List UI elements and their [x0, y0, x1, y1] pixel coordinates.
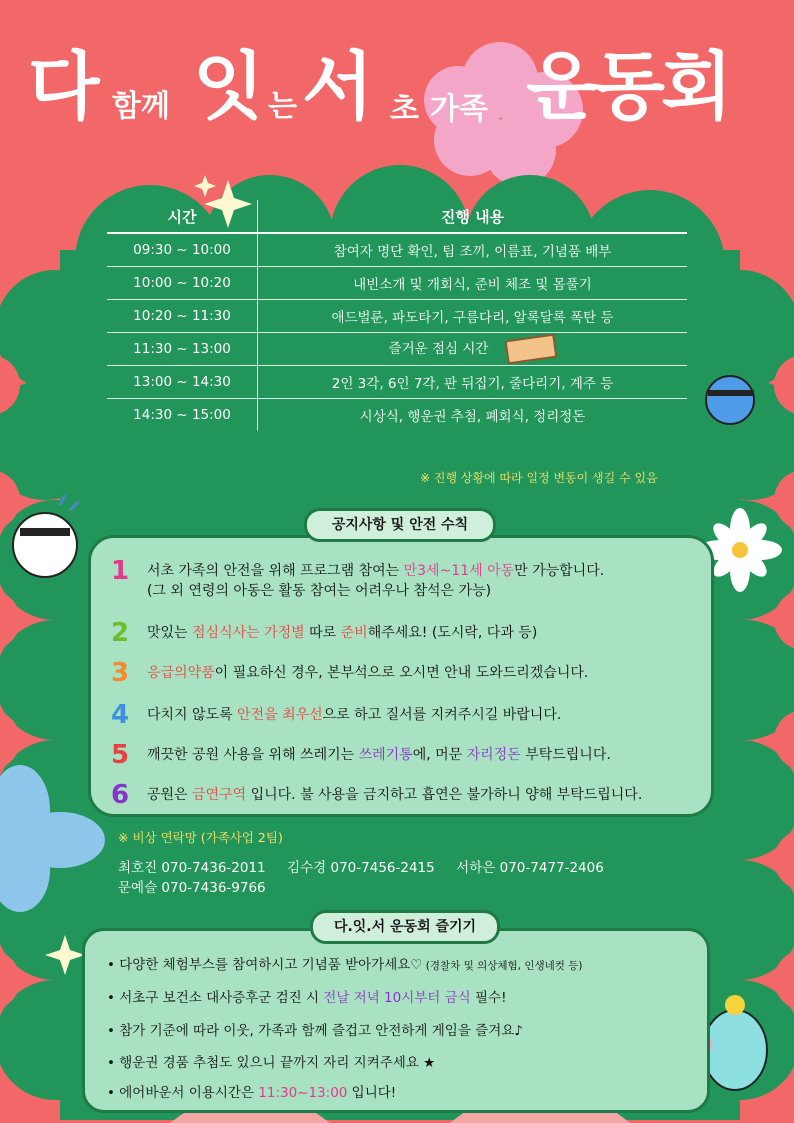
content-cell: 시상식, 행운권 추첨, 폐회식, 정리정돈 — [359, 409, 586, 425]
notice-number: 1 — [111, 556, 130, 586]
table-row — [107, 366, 687, 399]
title-part: 잇 — [193, 44, 265, 130]
table-row — [107, 234, 687, 267]
title-part: 운동회 — [526, 44, 729, 130]
emergency-contacts — [118, 828, 604, 896]
time-cell: 14:30 ~ 15:00 — [107, 399, 258, 431]
content-cell: 내빈소개 및 개회식, 준비 체조 및 몸풀기 — [353, 277, 592, 293]
title-part: 함께 — [112, 89, 170, 124]
schedule-header — [107, 200, 687, 234]
notice-item — [111, 702, 561, 728]
time-cell: 10:00 ~ 10:20 — [107, 267, 258, 299]
notice-highlight: 자리정돈 — [466, 747, 521, 763]
table-row — [107, 333, 687, 366]
enjoy-box — [82, 928, 710, 1113]
list-item — [107, 986, 507, 1006]
notice-highlight: 금연구역 — [192, 787, 247, 803]
notice-highlight: 응급의약품 — [147, 665, 215, 681]
title-part: 다 — [28, 44, 100, 130]
notice-text: 다치지 않도록 — [147, 707, 238, 723]
notice-highlight: 점심식사는 가정별 — [192, 625, 305, 641]
notice-text: 만 가능합니다. — [514, 563, 605, 579]
notice-text: 깨끗한 공원 사용을 위해 쓰레기는 — [147, 747, 359, 763]
title-part: 가족 — [430, 92, 488, 127]
notice-number: 4 — [111, 700, 130, 730]
schedule-note: ※ 진행 상황에 따라 일정 변동이 생길 수 있음 — [420, 471, 658, 485]
table-row — [107, 267, 687, 300]
notice-text: 서초 가족의 안전을 위해 프로그램 참여는 — [147, 563, 404, 579]
notice-text: 으로 하고 질서를 지켜주시길 바랍니다. — [322, 707, 562, 723]
list-item-highlight: 전날 저녁 10시부터 금식 — [323, 990, 471, 1006]
contacts-heading: ※ 비상 연락망 (가족사업 2팀) — [118, 830, 283, 845]
time-cell: 10:20 ~ 11:30 — [107, 300, 258, 332]
time-cell: 13:00 ~ 14:30 — [107, 366, 258, 398]
page-title — [0, 40, 794, 150]
contacts-line: 문예슬 070-7436-9766 — [118, 880, 266, 896]
notice-item — [111, 782, 642, 808]
time-cell: 11:30 ~ 13:00 — [107, 333, 258, 365]
notice-text: 입니다. 불 사용을 금지하고 흡연은 불가하니 양해 부탁드립니다. — [246, 787, 643, 803]
header-content: 진행 내용 — [440, 207, 505, 226]
list-item-text: • 다양한 체험부스를 참여하시고 기념품 받아가세요♡ — [107, 957, 423, 973]
notice-highlight: 만3세~11세 아동 — [403, 563, 515, 579]
content-cell: 2인 3각, 6인 7각, 판 뒤집기, 줄다리기, 계주 등 — [331, 376, 614, 392]
notice-highlight: 준비 — [340, 625, 368, 641]
content-cell: 참여자 명단 확인, 팀 조끼, 이름표, 기념품 배부 — [333, 244, 612, 260]
table-row — [107, 300, 687, 333]
notice-box — [88, 535, 714, 817]
content-cell: 즐거운 점심 시간 — [388, 341, 489, 357]
list-item: • 참가 기준에 따라 이웃, 가족과 함께 즐겁고 안전하게 게임을 즐겨요♪ — [107, 1023, 523, 1039]
list-item: • 행운권 경품 추첨도 있으니 끝까지 자리 지켜주세요 ★ — [107, 1055, 436, 1071]
notice-heading: 공지사항 및 안전 수칙 — [304, 508, 496, 542]
list-item-text: • 에어바운서 이용시간은 — [107, 1085, 259, 1101]
title-part: 서 — [302, 44, 374, 130]
enjoy-heading: 다.잇.서 운동회 즐기기 — [310, 910, 500, 944]
notice-item — [111, 558, 604, 601]
character-blue-icon — [706, 376, 754, 424]
list-item-text: • 서초구 보건소 대사증후군 검진 시 — [107, 990, 324, 1006]
time-cell: 09:30 ~ 10:00 — [107, 234, 258, 266]
list-item-text: 입니다! — [347, 1085, 397, 1101]
list-item-text: 필수! — [470, 990, 507, 1006]
notice-number: 2 — [111, 618, 130, 648]
contacts-line: 최호진 070-7436-2011 김수경 070-7456-2415 서하은 070-7477-2406 — [118, 860, 604, 876]
content-cell: 애드벌룬, 파도타기, 구름다리, 알록달록 폭탄 등 — [331, 310, 614, 326]
notice-highlight: 쓰레기통 — [358, 747, 413, 763]
lunchbox-icon — [505, 334, 558, 365]
notice-text: 부탁드립니다. — [520, 747, 611, 763]
table-row — [107, 399, 687, 431]
notice-item — [111, 742, 611, 768]
list-item-highlight: 11:30~13:00 — [258, 1085, 348, 1101]
list-item — [107, 953, 582, 973]
notice-text: 해주세요! (도시락, 다과 등) — [367, 625, 538, 641]
header-time: 시간 — [107, 200, 258, 232]
schedule-table — [107, 200, 687, 431]
notice-text: 따로 — [304, 625, 341, 641]
notice-subtext: (그 외 연령의 아동은 활동 참여는 어려우나 참석은 가능) — [147, 583, 492, 599]
notice-number: 5 — [111, 740, 130, 770]
notice-text: 에, 머문 — [412, 747, 467, 763]
title-part: 초 — [390, 92, 419, 127]
notice-item — [111, 620, 537, 646]
notice-item — [111, 660, 588, 686]
notice-number: 3 — [111, 658, 130, 688]
list-item-subtext: (경찰차 및 의상체험, 인생네컷 등) — [422, 960, 583, 972]
notice-highlight: 안전을 최우선 — [237, 707, 323, 723]
list-item — [107, 1081, 396, 1101]
notice-text: 맛있는 — [147, 625, 193, 641]
title-part: 는 — [268, 89, 297, 124]
notice-number: 6 — [111, 780, 130, 810]
notice-text: 이 필요하신 경우, 본부석으로 오시면 안내 도와드리겠습니다. — [214, 665, 589, 681]
notice-text: 공원은 — [147, 787, 193, 803]
